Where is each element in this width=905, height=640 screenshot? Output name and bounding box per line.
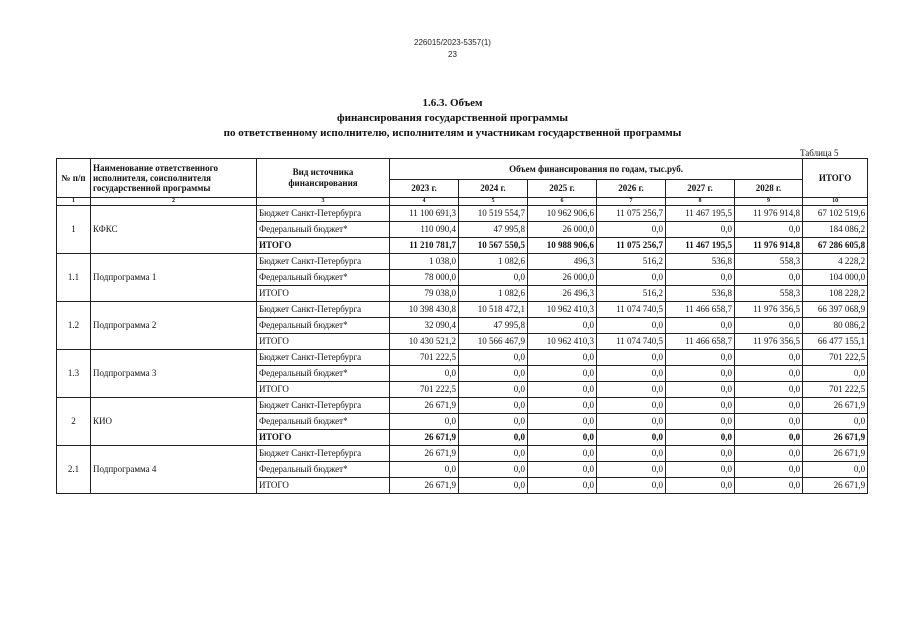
header-source: Вид источника финансирования	[257, 159, 390, 198]
year-value: 0,0	[735, 382, 803, 398]
year-value: 0,0	[459, 270, 528, 286]
year-value: 11 976 914,8	[735, 238, 803, 254]
funding-source: Федеральный бюджет*	[257, 222, 390, 238]
header-volume: Объем финансирования по годам, тыс.руб.	[390, 159, 803, 180]
year-value: 0,0	[666, 270, 735, 286]
year-value: 0,0	[528, 366, 597, 382]
year-value: 11 075 256,7	[597, 238, 666, 254]
year-value: 0,0	[735, 462, 803, 478]
year-value: 0,0	[459, 478, 528, 494]
row-total-value: 108 228,2	[803, 286, 868, 302]
year-value: 79 038,0	[390, 286, 459, 302]
row-number: 1.2	[57, 302, 91, 350]
row-number: 1.1	[57, 254, 91, 302]
year-value: 0,0	[597, 222, 666, 238]
table-row	[57, 398, 868, 414]
year-value: 0,0	[390, 366, 459, 382]
row-total-value: 26 671,9	[803, 430, 868, 446]
year-value: 0,0	[666, 462, 735, 478]
table-row	[57, 254, 868, 270]
year-value: 0,0	[666, 446, 735, 462]
year-value: 0,0	[597, 430, 666, 446]
funding-source: Бюджет Санкт-Петербурга	[257, 254, 390, 270]
year-value: 0,0	[666, 430, 735, 446]
table-body	[57, 206, 868, 494]
year-value: 11 074 740,5	[597, 334, 666, 350]
year-value: 0,0	[735, 478, 803, 494]
header-year: 2027 г.	[666, 180, 735, 198]
year-value: 0,0	[735, 366, 803, 382]
funding-source: ИТОГО	[257, 238, 390, 254]
row-total-value: 26 671,9	[803, 446, 868, 462]
year-value: 11 467 195,5	[666, 238, 735, 254]
row-number: 2	[57, 398, 91, 446]
funding-source: Бюджет Санкт-Петербурга	[257, 350, 390, 366]
financing-table	[56, 158, 868, 494]
year-value: 11 210 781,7	[390, 238, 459, 254]
header-year: 2024 г.	[459, 180, 528, 198]
year-value: 0,0	[666, 478, 735, 494]
header-executor: Наименование ответственного исполнителя, соисполнителя государственной программы	[91, 159, 257, 198]
row-total-value: 67 102 519,6	[803, 206, 868, 222]
year-value: 26 671,9	[390, 430, 459, 446]
year-value: 10 430 521,2	[390, 334, 459, 350]
year-value: 0,0	[735, 414, 803, 430]
year-value: 0,0	[528, 462, 597, 478]
funding-source: ИТОГО	[257, 478, 390, 494]
year-value: 536,8	[666, 254, 735, 270]
funding-source: Федеральный бюджет*	[257, 270, 390, 286]
year-value: 0,0	[528, 318, 597, 334]
row-total-value: 184 086,2	[803, 222, 868, 238]
column-number: 9	[735, 198, 803, 206]
year-value: 0,0	[528, 350, 597, 366]
row-total-value: 104 000,0	[803, 270, 868, 286]
year-value: 0,0	[528, 398, 597, 414]
year-value: 0,0	[528, 382, 597, 398]
year-value: 0,0	[390, 414, 459, 430]
page-title	[0, 96, 905, 141]
year-value: 0,0	[666, 414, 735, 430]
year-value: 0,0	[597, 270, 666, 286]
year-value: 0,0	[597, 414, 666, 430]
year-value: 1 082,6	[459, 254, 528, 270]
column-number: 7	[597, 198, 666, 206]
year-value: 0,0	[597, 446, 666, 462]
header-year: 2026 г.	[597, 180, 666, 198]
year-value: 26 496,3	[528, 286, 597, 302]
executor-name: Подпрограмма 1	[91, 254, 257, 302]
column-number: 6	[528, 198, 597, 206]
year-value: 11 074 740,5	[597, 302, 666, 318]
year-value: 10 518 472,1	[459, 302, 528, 318]
year-value: 10 962 906,6	[528, 206, 597, 222]
row-total-value: 701 222,5	[803, 350, 868, 366]
funding-source: Бюджет Санкт-Петербурга	[257, 398, 390, 414]
executor-name: Подпрограмма 2	[91, 302, 257, 350]
year-value: 11 976 914,8	[735, 206, 803, 222]
year-value: 0,0	[666, 382, 735, 398]
column-number: 4	[390, 198, 459, 206]
year-value: 10 962 410,3	[528, 302, 597, 318]
year-value: 11 976 356,5	[735, 334, 803, 350]
row-total-value: 67 286 605,8	[803, 238, 868, 254]
row-total-value: 66 397 068,9	[803, 302, 868, 318]
row-number: 2.1	[57, 446, 91, 494]
executor-name: Подпрограмма 4	[91, 446, 257, 494]
funding-source: ИТОГО	[257, 334, 390, 350]
row-total-value: 4 228,2	[803, 254, 868, 270]
year-value: 496,3	[528, 254, 597, 270]
year-value: 0,0	[666, 350, 735, 366]
year-value: 10 566 467,9	[459, 334, 528, 350]
executor-name: КИО	[91, 398, 257, 446]
funding-source: Федеральный бюджет*	[257, 366, 390, 382]
year-value: 10 988 906,6	[528, 238, 597, 254]
column-number: 5	[459, 198, 528, 206]
year-value: 11 466 658,7	[666, 334, 735, 350]
document-registration-stamp: 226015/2023-5357(1)	[414, 38, 491, 47]
funding-source: Бюджет Санкт-Петербурга	[257, 206, 390, 222]
year-value: 0,0	[459, 350, 528, 366]
row-total-value: 0,0	[803, 462, 868, 478]
table-row	[57, 206, 868, 222]
table-row	[57, 350, 868, 366]
year-value: 78 000,0	[390, 270, 459, 286]
year-value: 0,0	[528, 478, 597, 494]
table-row	[57, 446, 868, 462]
column-number: 3	[257, 198, 390, 206]
title-line-1: 1.6.3. Объем	[422, 97, 483, 109]
column-number: 1	[57, 198, 91, 206]
row-total-value: 80 086,2	[803, 318, 868, 334]
row-total-value: 701 222,5	[803, 382, 868, 398]
year-value: 47 995,8	[459, 318, 528, 334]
year-value: 26 000,0	[528, 222, 597, 238]
funding-source: Бюджет Санкт-Петербурга	[257, 446, 390, 462]
row-number: 1.3	[57, 350, 91, 398]
year-value: 26 671,9	[390, 478, 459, 494]
column-number: 10	[803, 198, 868, 206]
title-line-3: по ответственному исполнителю, исполнителям и участникам государственной программы	[223, 127, 682, 139]
year-value: 0,0	[459, 398, 528, 414]
title-line-2: финансирования государственной программы	[337, 112, 568, 124]
table-label: Таблица 5	[800, 148, 839, 158]
year-value: 11 100 691,3	[390, 206, 459, 222]
column-number: 8	[666, 198, 735, 206]
table-row	[57, 302, 868, 318]
executor-name: Подпрограмма 3	[91, 350, 257, 398]
year-value: 0,0	[735, 350, 803, 366]
year-value: 26 671,9	[390, 446, 459, 462]
year-value: 701 222,5	[390, 382, 459, 398]
year-value: 0,0	[459, 462, 528, 478]
row-total-value: 26 671,9	[803, 478, 868, 494]
header-year: 2028 г.	[735, 180, 803, 198]
year-value: 0,0	[459, 414, 528, 430]
year-value: 0,0	[597, 478, 666, 494]
year-value: 0,0	[459, 366, 528, 382]
row-total-value: 66 477 155,1	[803, 334, 868, 350]
year-value: 32 090,4	[390, 318, 459, 334]
year-value: 0,0	[735, 430, 803, 446]
year-value: 0,0	[597, 350, 666, 366]
year-value: 0,0	[597, 398, 666, 414]
row-total-value: 26 671,9	[803, 398, 868, 414]
year-value: 0,0	[459, 446, 528, 462]
year-value: 0,0	[666, 222, 735, 238]
column-number-row	[57, 198, 868, 206]
year-value: 0,0	[666, 398, 735, 414]
year-value: 0,0	[735, 270, 803, 286]
year-value: 11 976 356,5	[735, 302, 803, 318]
funding-source: ИТОГО	[257, 286, 390, 302]
year-value: 11 466 658,7	[666, 302, 735, 318]
header-year: 2025 г.	[528, 180, 597, 198]
funding-source: Федеральный бюджет*	[257, 414, 390, 430]
year-value: 11 075 256,7	[597, 206, 666, 222]
year-value: 0,0	[390, 462, 459, 478]
year-value: 0,0	[735, 398, 803, 414]
year-value: 10 962 410,3	[528, 334, 597, 350]
year-value: 11 467 195,5	[666, 206, 735, 222]
year-value: 10 519 554,7	[459, 206, 528, 222]
year-value: 0,0	[597, 318, 666, 334]
year-value: 0,0	[666, 318, 735, 334]
header-num: № п/п	[57, 159, 91, 198]
year-value: 516,2	[597, 254, 666, 270]
year-value: 26 671,9	[390, 398, 459, 414]
year-value: 0,0	[459, 430, 528, 446]
year-value: 0,0	[735, 222, 803, 238]
year-value: 558,3	[735, 254, 803, 270]
year-value: 516,2	[597, 286, 666, 302]
row-total-value: 0,0	[803, 414, 868, 430]
funding-source: Федеральный бюджет*	[257, 318, 390, 334]
year-value: 0,0	[459, 382, 528, 398]
page-number: 23	[448, 50, 457, 59]
year-value: 0,0	[528, 414, 597, 430]
row-number: 1	[57, 206, 91, 254]
year-value: 701 222,5	[390, 350, 459, 366]
column-number: 2	[91, 198, 257, 206]
year-value: 0,0	[528, 446, 597, 462]
row-total-value: 0,0	[803, 366, 868, 382]
executor-name: КФКС	[91, 206, 257, 254]
year-value: 0,0	[597, 382, 666, 398]
year-value: 0,0	[597, 366, 666, 382]
year-value: 10 398 430,8	[390, 302, 459, 318]
year-value: 0,0	[735, 446, 803, 462]
year-value: 536,8	[666, 286, 735, 302]
year-value: 0,0	[597, 462, 666, 478]
funding-source: Бюджет Санкт-Петербурга	[257, 302, 390, 318]
year-value: 110 090,4	[390, 222, 459, 238]
year-value: 0,0	[666, 366, 735, 382]
year-value: 10 567 550,5	[459, 238, 528, 254]
header-year: 2023 г.	[390, 180, 459, 198]
year-value: 1 038,0	[390, 254, 459, 270]
year-value: 0,0	[528, 430, 597, 446]
funding-source: Федеральный бюджет*	[257, 462, 390, 478]
year-value: 558,3	[735, 286, 803, 302]
year-value: 0,0	[735, 318, 803, 334]
header-total: ИТОГО	[803, 159, 868, 198]
year-value: 1 082,6	[459, 286, 528, 302]
funding-source: ИТОГО	[257, 430, 390, 446]
year-value: 47 995,8	[459, 222, 528, 238]
funding-source: ИТОГО	[257, 382, 390, 398]
year-value: 26 000,0	[528, 270, 597, 286]
